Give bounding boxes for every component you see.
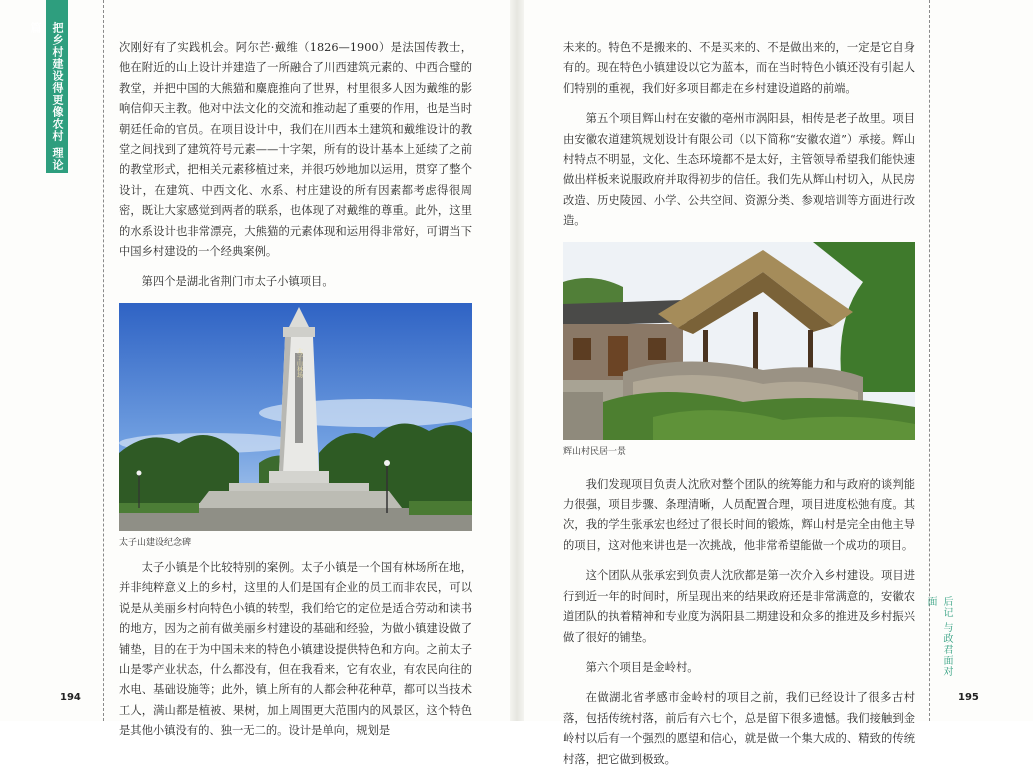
right-paragraph-1: 未来的。特色不是搬来的、不是买来的、不是做出来的，一定是它自身有的。现在特色小镇建设以它为蓝本，而在当时特色小镇还没有引起人们特别的重视，我们好多项目都走在乡村建设道路的前端。 [563, 41, 915, 95]
left-paragraph-1: 次刚好有了实践机会。阿尔芒·戴维（1826—1900）是法国传教士，他在附近的山上设计并建造了一所融合了川西建筑元素的、中西合璧的教堂，并把中国的大熊猫和麋鹿推向了世界，村里很多人因为戴维的影响信仰天主教。他对中法文化的交流和推动起了重要的作用，也是当时朝廷任命的官员。在项目设计中，我们在川西本土建筑和戴维设计的教堂之间找到了建筑符号元素——十字架，所有的设计基本上延续了之前的教堂形式，把相关元素移植过来，并很巧妙地加以运用，贯穿了整个设计，在建筑、中西文化、水系、村庄建设的所有因素都考虑得很周密，既让大家感觉到两者的联系，也体现了对戴维的尊重。此外，这里的水系设计也非常漂亮，大熊猫的元素体现和运用得非常好，可谓当下中国乡村建设的一个经典案例。 [119, 41, 472, 259]
monument-photo-caption: 太子山建设纪念碑 [119, 537, 192, 548]
monument-photo-illustration [119, 303, 472, 531]
left-margin-line [103, 0, 104, 721]
right-page-text [563, 38, 915, 770]
right-margin-line [929, 0, 930, 721]
left-page-text [119, 38, 472, 742]
right-paragraph-5: 第六个项目是金岭村。 [585, 660, 699, 674]
left-paragraph-2: 第四个是湖北省荆门市太子小镇项目。 [141, 275, 334, 289]
left-side-tab: 把乡村建设得更像农村 理论篇 [46, 0, 68, 173]
right-side-tab: 后记 与政君面对面 [925, 596, 952, 678]
village-house-photo-illustration [563, 242, 915, 440]
monument-photo [119, 303, 472, 531]
left-paragraph-3: 太子小镇是个比较特别的案例。太子小镇是一个国有林场所在地，并非纯粹意义上的乡村，这里的人们是国有企业的员工而非农民，可以说是从美丽乡村向特色小镇的转型，我们给它的定位是适合劳动和读书的地方，因为之前有做美丽乡村建设的基础和经验，为做小镇建设做了铺垫，目的在于为中国未来的特色小镇建设提供特色和方向。之前太子山是零产业状态，什么都没有，但在我看来，它有农业，有农民向往的水电、基础设施等；此外，镇上所有的人都会种花种草，都可以当技术工人，满山都是植被、果树，加上周围更大范围内的风景区，这个特色是其他小镇没有的、独一无二的。设计是单向，规划是 [119, 560, 472, 738]
left-page-number: 194 [60, 692, 81, 703]
right-paragraph-2: 第五个项目辉山村在安徽的亳州市涡阳县，相传是老子故里。项目由安徽农道建筑规划设计有限公司（以下简称“安徽农道”）承接。辉山村特点不明显，文化、生态环境都不是太好，主管领导希望我们能快速做出样板来说服政府并取得初步的信任。我们先从辉山村切入，从民房改造、历史陵园、小学、公共空间、资源分类、参观培训等方面进行改造。 [563, 112, 915, 228]
page-gutter [510, 0, 524, 721]
right-page-number: 195 [958, 692, 979, 703]
right-paragraph-6: 在做湖北省孝感市金岭村的项目之前，我们已经设计了很多古村落，包括传统村落，前后有六七个，总是留下很多遗憾。我们接触到金岭村以后有一个强烈的愿望和信心，就是做一个集大成的、精致的传统村落，把它做到极致。 [563, 691, 915, 766]
right-paragraph-4: 这个团队从张承宏到负责人沈欣都是第一次介入乡村建设。项目进行到近一年的时间时，所呈现出来的结果政府还是非常满意的，安徽农道团队的执着精神和专业度为涡阳县二期建设和众多的推进及乡村振兴做了很好的铺垫。 [563, 569, 915, 644]
monument-inscription: 太子山林场 [295, 347, 303, 378]
right-paragraph-3: 我们发现项目负责人沈欣对整个团队的统筹能力和与政府的谈判能力很强，项目步骤、条理清晰，人员配置合理，项目进度松弛有度。其次，我的学生张承宏也经过了很长时间的锻炼，辉山村是完全由他主导的项目，这对他来讲也是一次挑战，他非常希望能做一个成功的项目。 [563, 477, 915, 552]
village-house-photo [563, 242, 915, 440]
village-house-photo-caption: 辉山村民居一景 [563, 446, 627, 457]
